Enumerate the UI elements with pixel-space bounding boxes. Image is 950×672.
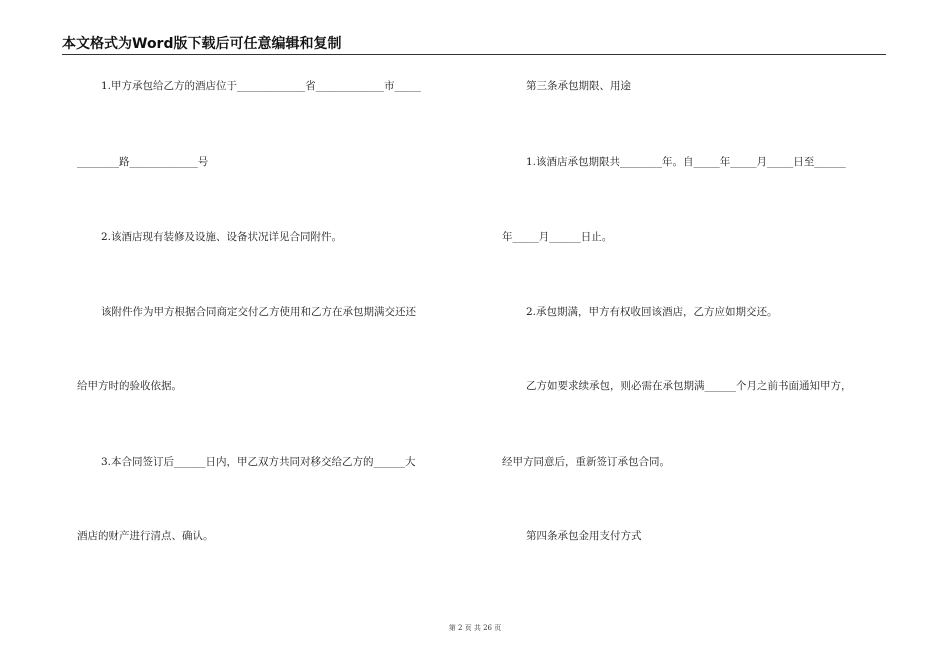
left-line-4: 该附件作为甲方根据合同商定交付乙方使用和乙方在承包期满交还还 bbox=[101, 306, 416, 318]
right-line-7: 第四条承包金用支付方式 bbox=[526, 530, 642, 542]
left-line-1: 1.甲方承包给乙方的酒店位于_____________省_____________市_____ bbox=[101, 80, 421, 92]
left-line-6: 3.本合同签订后______日内，甲乙双方共同对移交给乙方的______大 bbox=[101, 456, 416, 468]
page-number: 第 2 页 共 26 页 bbox=[448, 624, 502, 632]
right-line-6: 经甲方同意后，重新签订承包合同。 bbox=[502, 456, 670, 468]
right-line-4: 2.承包期满，甲方有权收回该酒店，乙方应如期交还。 bbox=[526, 306, 778, 318]
left-line-5: 给甲方时的验收依据。 bbox=[77, 380, 182, 392]
right-line-2: 1.该酒店承包期限共________年。自_____年_____月_____日至______ bbox=[526, 156, 846, 168]
header-title: 本文格式为Word版下载后可任意编辑和复制 bbox=[62, 36, 342, 52]
right-line-5: 乙方如要求续承包，则必需在承包期满______个月之前书面通知甲方， bbox=[526, 380, 852, 392]
page-header bbox=[62, 36, 886, 55]
left-line-2: ________路_____________号 bbox=[77, 156, 209, 168]
right-line-1: 第三条承包期限、用途 bbox=[526, 80, 631, 92]
left-line-3: 2.该酒店现有装修及设施、设备状况详见合同附件。 bbox=[101, 231, 343, 243]
right-line-3: 年_____月______日止。 bbox=[502, 231, 613, 243]
left-line-7: 酒店的财产进行清点、确认。 bbox=[77, 530, 214, 542]
